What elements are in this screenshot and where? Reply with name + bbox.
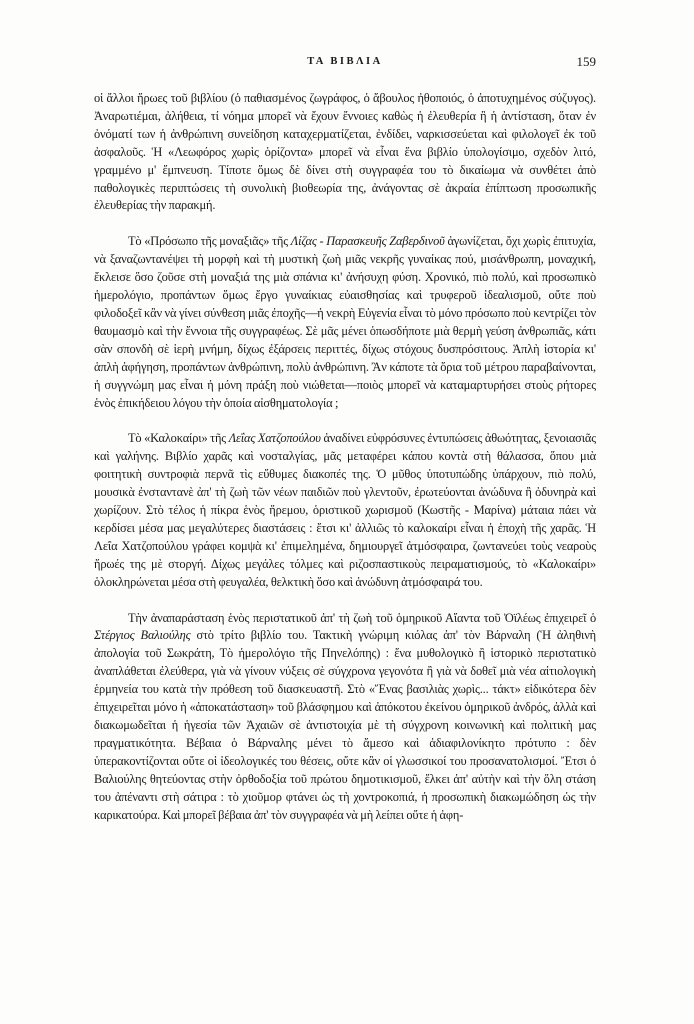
running-head — [94, 56, 596, 72]
paragraph-review-valioulis — [94, 610, 596, 825]
paragraph-continuation — [94, 90, 596, 215]
text-segment: ἀγωνίζεται, ὄχι χωρὶς ἐπιτυχία, νὰ ξαναζωντανέψει τὴ μορφὴ καὶ τὴ μυστικὴ ζωὴ μιᾶς νεκρῆς γυναίκας πού, μισάνθρωπη, μοναχική, ἔκλεισε ὅσο ζοῦσε στὴ μοναξιά της μιὰ σπάνια κι' ἀνήσυχη φύση. Χρονικό, πιὸ πολύ, καὶ προσωπικὸ ἡμερολόγιο, προπάντων ὅμως ἔργο γυναίκιας εὐαισθησίας καὶ τρυφεροῦ ἰδεαλισμοῦ, οὔτε ποὺ φιλοδοξεῖ κἂν νὰ γίνει σύνθεση μιᾶς ἐποχῆς—ἡ νεκρὴ Εὐγενία εἶναι τὸ μόνο πρόσωπο ποὺ κεντρίζει τὸν θαυμασμὸ καὶ τὴν ἔννοια τῆς συγγραφέως. Σὲ μᾶς μένει ὁπωσδήποτε μιὰ θερμὴ γεύση ἀνθρωπιᾶς, κάτι σὰν σπονδὴ σὲ ἱερὴ μνήμη, δίχως ἐξάρσεις περιττές, δίχως στόχους δυσπρόσιτους. Ἁπλὴ ἱστορία κι' ἁπλὴ ἀφήγηση, προπάντων ἀνθρώπινη, πολὺ ἀνθρώπινη. Ἂν κάποτε τὰ ὅρια τοῦ μέτρου παραβαίνονται, ἡ συγγνώμη μας εἶναι ἡ μόνη πράξη ποὺ νιώθεται—ποιὸς μπορεῖ νὰ καταμαρτυρήσει στοὺς ρήτορες ἑνὸς ἐπικήδειου λόγου τὴν ὁποία αἰσθηματολογία ; — [94, 234, 596, 410]
text-segment: οἱ ἄλλοι ἥρωες τοῦ βιβλίου (ὁ παθιασμένος ζωγράφος, ὁ ἄβουλος ἠθοποιός, ὁ ἀποτυχημένος σύζυγος). Ἀναρωτιέμαι, ἀλήθεια, τί νόημα μπορεῖ νὰ ἔχουν ἔννοιες καθὼς ἡ ἐλευθερία ἢ ἡ ἀντίσταση, ὅταν ἐν ὀνόματί των ἡ ἀνθρώπινη συνείδηση καταχερματίζεται, ἐνδίδει, ναρκισσεύεται καὶ φιλολογεῖ ἐκ τοῦ ἀσφαλοῦς. Ἡ «Λεωφόρος χωρὶς ὁρίζοντα» μπορεῖ νὰ εἶναι ἕνα βιβλίο ὑπολογίσιμο, σχεδὸν λιτό, γραμμένο μ' ἔμπνευση. Τίποτε ὅμως δὲ δίνει στὴ συγγραφέα του τὸ δικαίωμα νὰ συνθέτει ἀπὸ παθολογικὲς περιπτώσεις τὴ συνολικὴ βιοθεωρία της, ἀνάγοντας σὲ ἀκραία ἐπίπτωση προσωπικῆς ἐλευθερίας τὴν παρακμή. — [94, 91, 596, 213]
text-segment: Τὸ «Καλοκαίρι» τῆς — [128, 431, 229, 446]
text-segment: στὸ τρίτο βιβλίο του. Τακτικὴ γνώριμη κιόλας ἀπ' τὸν Βάρναλη (Ἡ ἀληθινὴ ἀπολογία τοῦ Σωκράτη, Τὸ ἡμερολόγιο τῆς Πηνελόπης) : ἕνα μυθολογικὸ ἢ ἱστορικὸ περιστατικὸ ἀναπλάθεται ἐλεύθερα, γιὰ νὰ γίνουν νύξεις σὲ σύγχρονα γεγονότα ἢ γιὰ νὰ δοθεῖ μιὰ νέα αἰτιολογικὴ ἑρμηνεία του κατὰ τὴν πρόθεση τοῦ διασκευαστῆ. Στὸ «Ἕνας βασιλιὰς χωρὶς... τάκτ» εἰδικότερα δὲν ἐπιχειρεῖται μόνο ἡ «ἀποκατάσταση» τοῦ βλάσφημου καὶ ἀπόκοτου ἐκείνου ὁμηρικοῦ ἀνδρός, ἀλλὰ καὶ διακωμωδεῖται ἡ ἡγεσία τῶν Ἀχαιῶν σὲ ἀντιστοιχία μὲ τὴ σύγχρονη κοινωνικὴ καὶ πολιτικὴ μας πραγματικότητα. Βέβαια ὁ Βάρναλης μένει τὸ ἄμεσο καὶ ἀδιαφιλονίκητο πρότυπο : δὲν ὑπερακοντίζονται οὔτε οἱ ἰδεολογικές του θέσεις, οὔτε κἂν οἱ γλωσσικοί του προσανατολισμοί. Ἔτσι ὁ Βαλιούλης θητεύοντας στὴν ὀρθοδοξία τοῦ πρώτου δημοτικισμοῦ, ἕλκει ἀπ' αὐτὴν καὶ τὴν ὅλη στάση του ἀπέναντι στὴ σάτιρα : τὸ χιοῦμορ φτάνει ὡς τὴ χοντροκοπιά, ἡ προσωπικὴ διακωμώδηση ὡς τὴν καρικατούρα. Καὶ μπορεῖ βέβαια ἀπ' τὸν συγγραφέα νὰ μὴ λείπει οὔτε ἡ ἀφη- — [94, 628, 596, 822]
author-name: Λεΐας Χατζοπούλου — [228, 431, 321, 446]
author-name: Λίζας - Παρασκευῆς Ζαβερδινοῦ — [290, 234, 445, 249]
body-text — [94, 90, 596, 824]
text-segment: Τὸ «Πρόσωπο τῆς μοναξιᾶς» τῆς — [128, 234, 291, 249]
running-title: ΤΑ ΒΙΒΛΙΑ — [307, 56, 383, 67]
page-number: 159 — [576, 54, 596, 69]
author-name: Στέργιος Βαλιούλης — [94, 628, 191, 643]
text-segment: Τὴν ἀναπαράσταση ἑνὸς περιστατικοῦ ἀπ' τὴ ζωὴ τοῦ ὁμηρικοῦ Αἴαντα τοῦ Ὀϊλέως ἐπιχειρεῖ ὁ — [128, 610, 596, 625]
text-segment: ἀναδίνει εὐφρόσυνες ἐντυπώσεις ἀθωότητας, ξενοιασιᾶς καὶ γαλήνης. Βιβλίο χαρᾶς καὶ νοσταλγίας, μᾶς μεταφέρει κάπου κοντὰ στὴ θάλασσα, ὅπου μιὰ φοιτητικὴ συντροφιὰ περνᾶ τὶς εὔθυμες διακοπές της. Ὁ μῦθος ὑποτυπώδης ὑπάρχουν, πιὸ πολύ, μουσικὰ ἐνσταντανὲ ἀπ' τὴ ζωὴ τῶν νέων παιδιῶν ποὺ γλεντοῦν, ἐρωτεύονται ἀνώδυνα ἢ ὀδυνηρὰ καὶ χωρίζουν. Στὸ τέλος ἡ πίκρα ἑνὸς ἥρεμου, ὁριστικοῦ χωρισμοῦ (Κωστῆς - Μαρίνα) μάταια πάει νὰ κερδίσει μέσα μας μεγαλύτερες διαστάσεις : ἔτσι κι' ἀλλιῶς τὸ καλοκαίρι εἶναι ἡ ἐποχὴ τῆς χαρᾶς. Ἡ Λεΐα Χατζοπούλου γράφει κομψὰ κι' ἐπιμελημένα, δημιουργεῖ ἀτμόσφαιρα, ζωντανεύει τοὺς νεαροὺς ἥρωές της μὲ στοργή. Δίχως μεγάλες τόλμες καὶ ριζοσπαστικοὺς πειραματισμούς, τὸ «Καλοκαίρι» ὁλοκληρώνεται μέσα στὴ φευγαλέα, θελκτικὴ ὅσο καὶ ἀνώδυνη ἀτμόσφαιρά του. — [94, 431, 596, 589]
paragraph-review-chatzopoulou — [94, 430, 596, 591]
paragraph-review-zaverdinou — [94, 233, 596, 412]
